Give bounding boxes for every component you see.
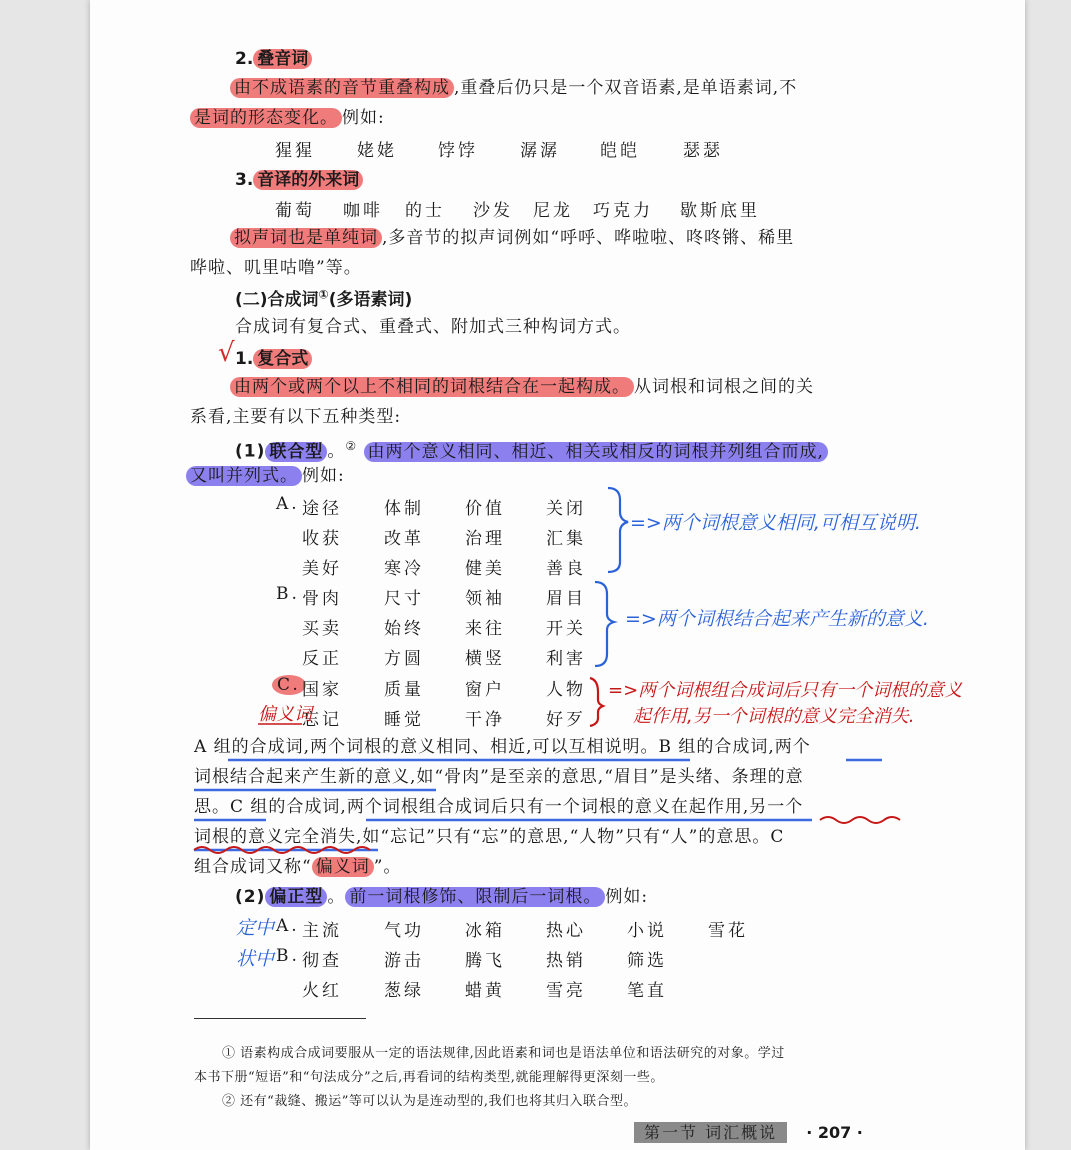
group-label: B. (276, 584, 300, 604)
example-word: 好歹 (546, 710, 586, 730)
example-word: 寒冷 (384, 559, 424, 579)
example-word: 窗户 (465, 680, 505, 700)
handwritten-note: =>两个词根组合成词后只有一个词根的意义 (608, 680, 963, 701)
handwritten-note: =>两个词根意义相同,可相互说明. (630, 512, 921, 534)
example-word: 睡觉 (384, 710, 424, 730)
group-label: A. (276, 916, 300, 936)
example-word: 干净 (465, 710, 505, 730)
footnote: 本书下册“短语”和“句法成分”之后,再看词的结构类型,就能理解得更深刻一些。 (194, 1070, 664, 1085)
footer-section-title: 第一节 词汇概说 (634, 1122, 787, 1143)
brace-a-icon (608, 488, 628, 572)
example-word: 善良 (546, 559, 586, 579)
example-word: 腾飞 (465, 951, 505, 971)
brace-b-icon (595, 582, 614, 666)
page-footer (634, 1120, 863, 1143)
subsection-heading-1: 1. 复合式 (235, 344, 312, 369)
example-word: 体制 (384, 499, 424, 519)
paragraph-line: 由两个或两个以上不相同的词根结合在一起构成。 从词根和词根之间的关 (230, 375, 814, 399)
example-word: 始终 (384, 619, 424, 639)
example-word: 气功 (384, 921, 424, 941)
example-word: 葡萄 (275, 201, 315, 221)
paragraph-line: 拟声词也是单纯词 ,多音节的拟声词例如“呼呼、哗啦啦、咚咚锵、稀里 (230, 226, 794, 250)
paragraph-line: 思。C 组的合成词,两个词根组合成词后只有一个词根的意义在起作用,另一个 (194, 797, 804, 817)
example-word: 葱绿 (384, 981, 424, 1001)
example-word: 雪花 (708, 921, 748, 941)
paragraph-line: 词根结合起来产生新的意义,如“骨肉”是至亲的意思,“眉目”是头绪、条理的意 (194, 767, 804, 787)
handwritten-note: 起作用,另一个词根的意义完全消失. (633, 706, 915, 727)
group-label: C. (272, 675, 306, 695)
group-label: A. (276, 494, 300, 514)
page-number: · 207 · (806, 1123, 863, 1142)
example-word: 歇斯底里 (680, 201, 760, 221)
example-word: 开关 (546, 619, 586, 639)
example-word: 瑟瑟 (683, 141, 723, 161)
paragraph-line: 组合成词又称“ 偏义词 ”。 (194, 857, 402, 877)
document-page (90, 0, 1025, 1150)
type2-line: (2) 偏正型 。 前一词根修饰、限制后一词根。 例如: (235, 887, 649, 907)
example-word: 治理 (465, 529, 505, 549)
footnote: ② 还有“裁缝、搬运”等可以认为是连动型的,我们也将其归入联合型。 (222, 1094, 638, 1109)
example-word: 美好 (302, 559, 342, 579)
wavy-underline (820, 817, 900, 823)
example-word: 彻查 (302, 951, 342, 971)
example-word: 汇集 (546, 529, 586, 549)
section-heading-2: 2. 叠音词 (235, 44, 312, 69)
handwritten-note: 状中 (236, 948, 275, 970)
example-word: 来往 (465, 619, 505, 639)
paragraph-line: A 组的合成词,两个词根的意义相同、相近,可以互相说明。B 组的合成词,两个 (194, 737, 811, 757)
example-word: 热心 (546, 921, 586, 941)
example-word: 骨肉 (302, 589, 342, 609)
example-word: 冰箱 (465, 921, 505, 941)
example-word: 尼龙 (533, 201, 573, 221)
example-word: 皑皑 (600, 141, 640, 161)
example-word: 主流 (302, 921, 342, 941)
handwritten-note: 定中 (236, 917, 275, 939)
example-word: 尺寸 (384, 589, 424, 609)
example-word: 热销 (546, 951, 586, 971)
example-word: 筛选 (627, 951, 667, 971)
example-word: 关闭 (546, 499, 586, 519)
handwritten-note: =>两个词根结合起来产生新的意义. (625, 608, 929, 630)
footnote-divider (194, 1018, 366, 1019)
example-word: 方圆 (384, 649, 424, 669)
footnote: ① 语素构成合成词要服从一定的语法规律,因此语素和词也是语法单位和语法研究的对象。学过 (222, 1046, 785, 1061)
example-word: 收获 (302, 529, 342, 549)
brace-c-icon (590, 678, 603, 726)
example-word: 改革 (384, 529, 424, 549)
example-word: 途径 (302, 499, 342, 519)
example-word: 忘记 (302, 710, 342, 730)
paragraph-line: 词根的意义完全消失,如“忘记”只有“忘”的意思,“人物”只有“人”的意思。C (194, 827, 785, 847)
example-word: 的士 (405, 201, 445, 221)
paragraph-line: 哗啦、叽里咕噜”等。 (190, 258, 362, 278)
example-word: 姥姥 (357, 141, 397, 161)
example-word: 横竖 (465, 649, 505, 669)
example-word: 游击 (384, 951, 424, 971)
example-word: 买卖 (302, 619, 342, 639)
example-word: 巧克力 (593, 201, 653, 221)
section-heading-3: 3. 音译的外来词 (235, 165, 363, 190)
type1-line: 又叫并列式。 例如: (186, 464, 345, 488)
compound-heading: (二)合成词①(多语素词) (235, 287, 413, 310)
handwritten-note: 偏义词 (258, 704, 312, 725)
example-word: 蜡黄 (465, 981, 505, 1001)
group-label: B. (276, 946, 300, 966)
example-word: 人物 (546, 680, 586, 700)
example-word: 反正 (302, 649, 342, 669)
example-word: 价值 (465, 499, 505, 519)
type1-line: (1) 联合型 。② 由两个意义相同、相近、相关或相反的词根并列组合而成, (235, 434, 828, 464)
paragraph-line: 由不成语素的音节重叠构成 ,重叠后仍只是一个双音语素,是单语素词,不 (230, 76, 797, 100)
example-word: 沙发 (473, 201, 513, 221)
example-word: 潺潺 (520, 141, 560, 161)
example-word: 领袖 (465, 589, 505, 609)
example-word: 质量 (384, 680, 424, 700)
paragraph-line: 合成词有复合式、重叠式、附加式三种构词方式。 (235, 317, 631, 337)
example-word: 雪亮 (546, 981, 586, 1001)
example-word: 咖啡 (343, 201, 383, 221)
example-word: 笔直 (627, 981, 667, 1001)
example-word: 国家 (302, 680, 342, 700)
paragraph-line: 系看,主要有以下五种类型: (190, 407, 402, 427)
example-word: 利害 (546, 649, 586, 669)
example-word: 小说 (627, 921, 667, 941)
example-word: 猩猩 (275, 141, 315, 161)
example-word: 火红 (302, 981, 342, 1001)
example-word: 眉目 (546, 589, 586, 609)
paragraph-line: 是词的形态变化。 例如: (190, 106, 385, 130)
example-word: 饽饽 (438, 141, 478, 161)
check-mark-icon: √ (218, 338, 235, 368)
example-word: 健美 (465, 559, 505, 579)
